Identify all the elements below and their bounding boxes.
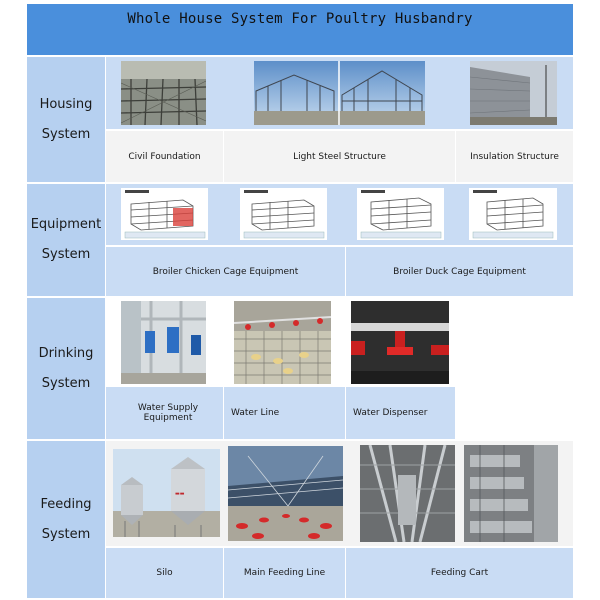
- caption-feeding-cart: Feeding Cart: [346, 548, 573, 598]
- caption-silo: Silo: [106, 548, 223, 598]
- broiler-duck-cage-diagram-1: [357, 188, 444, 240]
- section-label-drinking: [27, 298, 105, 439]
- section-label-line2: System: [41, 526, 91, 542]
- section-label-equipment: [27, 184, 105, 296]
- broiler-chicken-cage-diagram-1: [121, 188, 208, 240]
- water-line-image: [234, 301, 331, 384]
- section-label-line1: Feeding: [40, 496, 92, 512]
- caption-main-feeding-line: Main Feeding Line: [224, 548, 345, 598]
- section-label-line1: Equipment: [30, 217, 102, 232]
- main-feeding-line-image: [228, 446, 343, 541]
- caption-insulation-structure: Insulation Structure: [456, 131, 573, 182]
- light-steel-structure-image: [254, 61, 425, 125]
- feeding-cart-image-1: [360, 445, 455, 542]
- caption-water-line: Water Line: [224, 387, 345, 439]
- caption-water-dispenser: Water Dispenser: [346, 387, 455, 439]
- section-label-line1: Housing: [39, 96, 93, 112]
- caption-light-steel-structure: Light Steel Structure: [224, 131, 455, 182]
- caption-broiler-chicken-cage-equipment: Broiler Chicken Cage Equipment: [106, 247, 345, 296]
- civil-foundation-image: [121, 61, 206, 125]
- caption-broiler-duck-cage-equipment: Broiler Duck Cage Equipment: [346, 247, 573, 296]
- page-title: Whole House System For Poultry Husbandry: [27, 4, 573, 55]
- svg-text:▬▬: ▬▬: [175, 491, 185, 497]
- section-label-feeding: [27, 441, 105, 598]
- water-dispenser-image: [351, 301, 449, 384]
- feeding-cart-image-2: [464, 445, 558, 542]
- insulation-structure-image: [470, 61, 557, 125]
- section-label-line1: Drinking: [38, 345, 94, 361]
- silo-image: [113, 449, 220, 537]
- section-label-housing: [27, 57, 105, 182]
- caption-water-supply-equipment: Water Supply Equipment: [106, 387, 223, 439]
- broiler-duck-cage-diagram-2: [469, 188, 557, 240]
- water-supply-equipment-image: [121, 301, 206, 384]
- section-label-line2: System: [41, 126, 91, 142]
- caption-civil-foundation: Civil Foundation: [106, 131, 223, 182]
- broiler-chicken-cage-diagram-2: [240, 188, 327, 240]
- section-label-line2: System: [41, 375, 91, 391]
- section-label-line2: System: [41, 247, 91, 262]
